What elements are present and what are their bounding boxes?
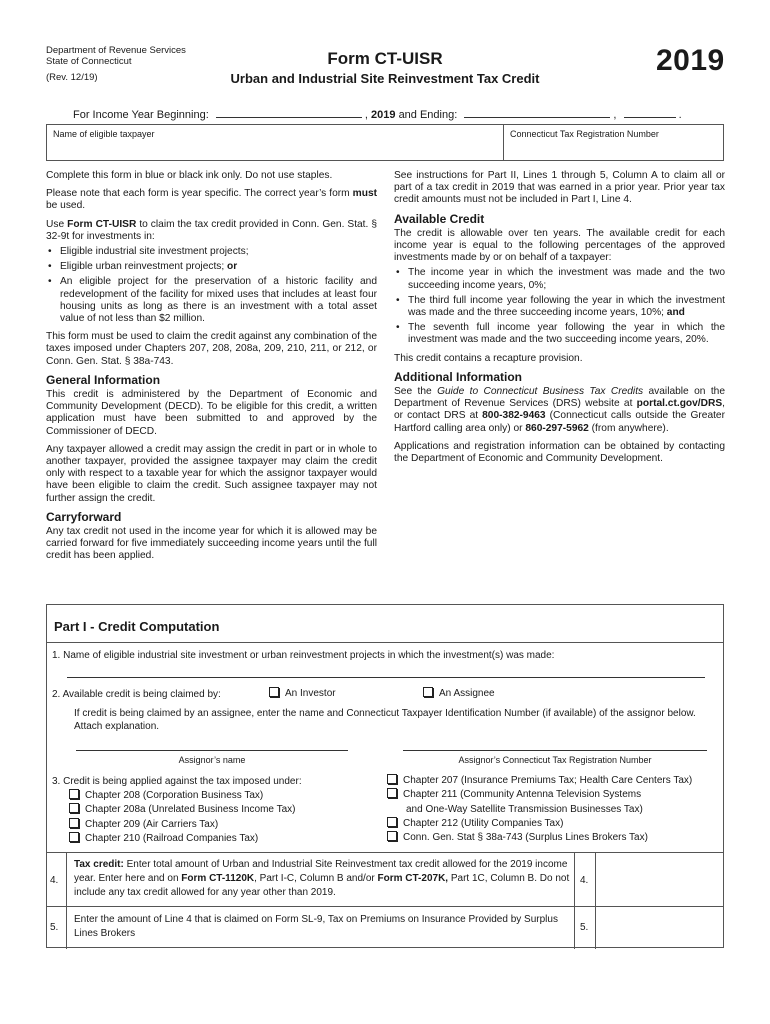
- assignee-instructions: If credit is being claimed by an assignee, enter the name and Connecticut Taxpayer Identification Number (if available) of the assignor below. Attach explanation.: [74, 708, 696, 732]
- chapter-209-checkbox[interactable]: [69, 818, 79, 828]
- begin-date-field[interactable]: [216, 107, 362, 118]
- surplus-lines-checkbox[interactable]: [387, 831, 397, 841]
- income-year-row: [73, 107, 713, 121]
- chapter-211-option[interactable]: Chapter 211 (Community Antenna Television Systems: [387, 788, 692, 802]
- year-specific-note: Please note that each form is year specific. The correct year’s form must be used.: [46, 188, 377, 212]
- assignor-registration-field[interactable]: [403, 750, 707, 751]
- assignor-name-field[interactable]: [76, 750, 348, 751]
- line1-project-field[interactable]: [67, 677, 705, 678]
- list-item: • The income year in which the investment was made and the two succeeding income years, 0%;: [394, 267, 725, 291]
- additional-info-text: See the Guide to Connecticut Business Tax Credits available on the Department of Revenue Services (DRS) website at portal.ct.gov/DRS, or contact DRS at 800-382-9463 (Connecticut calls outside the Greater Hartford calling area only) or 860-297-5962 (from anywhere).: [394, 386, 725, 434]
- line4-amount-field[interactable]: [597, 853, 723, 906]
- recapture-note: This credit contains a recapture provision.: [394, 352, 583, 364]
- chapter-210-option[interactable]: Chapter 210 (Railroad Companies Tax): [69, 832, 295, 846]
- prior-year-note: See instructions for Part II, Lines 1 through 5, Column A to claim all or part of a tax credit in 2019 that was earned in a prior year. Prior year tax credit amounts must not be included in Part I, Line 4.: [394, 170, 725, 206]
- registration-label: Connecticut Tax Registration Number: [510, 129, 659, 139]
- assignee-checkbox[interactable]: [423, 687, 433, 697]
- part1-section: [46, 604, 724, 948]
- eligible-investments-list: [46, 246, 377, 325]
- chapter-207-checkbox[interactable]: [387, 774, 397, 784]
- line5-label-cell: [574, 907, 596, 949]
- chapter-211-checkbox[interactable]: [387, 788, 397, 798]
- comma-sep: ,: [364, 109, 368, 121]
- end-year-field[interactable]: [624, 107, 676, 118]
- chapter-207-option[interactable]: Chapter 207 (Insurance Premiums Tax; Health Care Centers Tax): [387, 774, 692, 788]
- line5-number: 5.: [50, 922, 59, 933]
- line4-text: Tax credit: Enter total amount of Urban and Industrial Site Reinvestment tax credit allowed for the 2019 income year. Enter here and on Form CT-1120K, Part I-C, Column B and/or Form CT-207K, Part 1C, Column B. Do not include any tax credit allowed for any year other than 2019.: [74, 859, 570, 898]
- carryforward-heading: Carryforward: [46, 509, 122, 524]
- list-item: • An eligible project for the preservation of a historic facility and redevelopment of the facility for mixed uses that includes at least four housing units as long as there is an investment with a total asset value of not less than $2 million.: [46, 276, 377, 325]
- line4-label-number: 4.: [580, 875, 589, 886]
- period-sep: .: [678, 109, 682, 121]
- general-info-heading: General Information: [46, 372, 161, 387]
- line4-label-cell: [574, 853, 596, 906]
- chapter-210-checkbox[interactable]: [69, 832, 79, 842]
- taxes-covered-note: This form must be used to claim the credit against any combination of the taxes imposed under Chapters 207, 208, 208a, 209, 210, 211, or 212, or Conn. Gen. Stat. § 38a-743.: [46, 331, 377, 367]
- list-item: • Eligible urban reinvestment projects; or: [46, 261, 377, 273]
- chapter-208-checkbox[interactable]: [69, 789, 79, 799]
- applications-text: Applications and registration information can be obtained by contacting the Department of Economic and Community Development.: [394, 440, 725, 465]
- line5-amount-field[interactable]: [597, 907, 723, 949]
- line3-label: 3. Credit is being applied against the tax imposed under:: [52, 776, 302, 787]
- credit-percentages-list: [394, 267, 725, 346]
- taxpayer-box: [46, 124, 724, 161]
- form-title: Form CT-UISR: [327, 49, 443, 68]
- instructions-left-column: [46, 170, 377, 569]
- line5-text: Enter the amount of Line 4 that is claimed on Form SL-9, Tax on Premiums on Insurance Provided by Surplus Lines Brokers: [74, 914, 558, 939]
- instructions-right-column: [394, 170, 725, 471]
- taxpayer-name-label: Name of eligible taxpayer: [53, 129, 155, 139]
- chapter-212-option[interactable]: Chapter 212 (Utility Companies Tax): [387, 817, 692, 831]
- income-year-bold: 2019: [371, 109, 396, 121]
- taxpayer-name-field[interactable]: [49, 141, 501, 159]
- general-info-text: This credit is administered by the Department of Economic and Community Development (DECD). To be eligible for this credit, a written application must have been submitted to and approved by the Commissioner of DECD.: [46, 389, 377, 437]
- end-date-field[interactable]: [464, 107, 610, 118]
- investor-option[interactable]: An Investor: [269, 687, 336, 700]
- chapter-212-checkbox[interactable]: [387, 817, 397, 827]
- chapter-208a-option[interactable]: Chapter 208a (Unrelated Business Income Tax): [69, 803, 295, 817]
- line2-label: 2. Available credit is being claimed by:: [52, 689, 221, 700]
- list-item: • The third full income year following the year in which the investment was made and the three succeeding income years, 10%; and: [394, 295, 725, 319]
- drs-phone-2: 860-297-5962: [525, 422, 589, 434]
- drs-phone-1: 800-382-9463: [482, 410, 546, 422]
- ink-instruction: Complete this form in blue or black ink only. Do not use staples.: [46, 170, 333, 181]
- chapter-209-option[interactable]: Chapter 209 (Air Carriers Tax): [69, 818, 295, 832]
- line1-label: 1. Name of eligible industrial site investment or urban reinvestment projects in which the investment(s) was made:: [52, 650, 555, 661]
- income-year-end-label: and Ending:: [398, 109, 458, 121]
- chapters-right-list: [387, 774, 692, 845]
- assignee-option[interactable]: An Assignee: [423, 687, 495, 700]
- list-item: • Eligible industrial site investment projects;: [46, 246, 377, 258]
- available-credit-heading: Available Credit: [394, 211, 485, 226]
- income-year-begin-label: For Income Year Beginning:: [73, 109, 209, 121]
- chapter-211-continued: and One-Way Satellite Transmission Businesses Tax): [406, 803, 643, 815]
- assignment-text: Any taxpayer allowed a credit may assign the credit in part or in whole to another taxpayer, provided the assignee taxpayer may claim the credit only with respect to a taxable year for which the assignor taxpayer would have been eligible to claim the credit. Such assignee taxpayer may not further assign the credit.: [46, 443, 377, 504]
- line4-row: [46, 852, 724, 907]
- line5-row: [46, 906, 724, 948]
- additional-info-heading: Additional Information: [394, 369, 522, 384]
- registration-number-field[interactable]: [507, 141, 721, 159]
- comma-sep-2: ,: [613, 109, 617, 121]
- usage-intro: Use Form CT-UISR to claim the tax credit provided in Conn. Gen. Stat. § 32-9t for investments in:: [46, 218, 377, 242]
- state-name: State of Connecticut: [46, 56, 132, 67]
- carryforward-text: Any tax credit not used in the income year for which it is allowed may be carried forward for five immediately succeeding income years until the full credit has been applied.: [46, 526, 377, 562]
- chapter-208a-checkbox[interactable]: [69, 803, 79, 813]
- line5-label-number: 5.: [580, 922, 589, 933]
- box-divider: [503, 125, 504, 160]
- line5-num-cell: [47, 907, 67, 949]
- drs-website-link[interactable]: portal.ct.gov/DRS: [636, 398, 723, 410]
- line4-number: 4.: [50, 875, 59, 886]
- surplus-lines-option[interactable]: Conn. Gen. Stat § 38a-743 (Surplus Lines Brokers Tax): [387, 831, 692, 845]
- part1-title-bar: [47, 605, 723, 643]
- available-credit-text: The credit is allowable over ten years. The available credit for each income year is equal to the following percentages of the approved investments made by or on behalf of a taxpayer:: [394, 227, 725, 264]
- form-subtitle: Urban and Industrial Site Reinvestment Tax Credit: [230, 71, 540, 86]
- part1-title: Part I - Credit Computation: [54, 619, 220, 634]
- line4-num-cell: [47, 853, 67, 906]
- agency-name: Department of Revenue Services: [46, 45, 186, 56]
- assignor-registration-label: Assignor’s Connecticut Tax Registration Number: [458, 755, 652, 765]
- assignor-name-label: Assignor’s name: [178, 755, 246, 765]
- form-year: 2019: [656, 44, 725, 77]
- revision-date: (Rev. 12/19): [46, 72, 98, 83]
- investor-checkbox[interactable]: [269, 687, 279, 697]
- chapter-208-option[interactable]: Chapter 208 (Corporation Business Tax): [69, 789, 295, 803]
- chapters-left-list: [69, 789, 295, 846]
- list-item: • The seventh full income year following the year in which the investment was made and the two succeeding income years, 20%.: [394, 322, 725, 346]
